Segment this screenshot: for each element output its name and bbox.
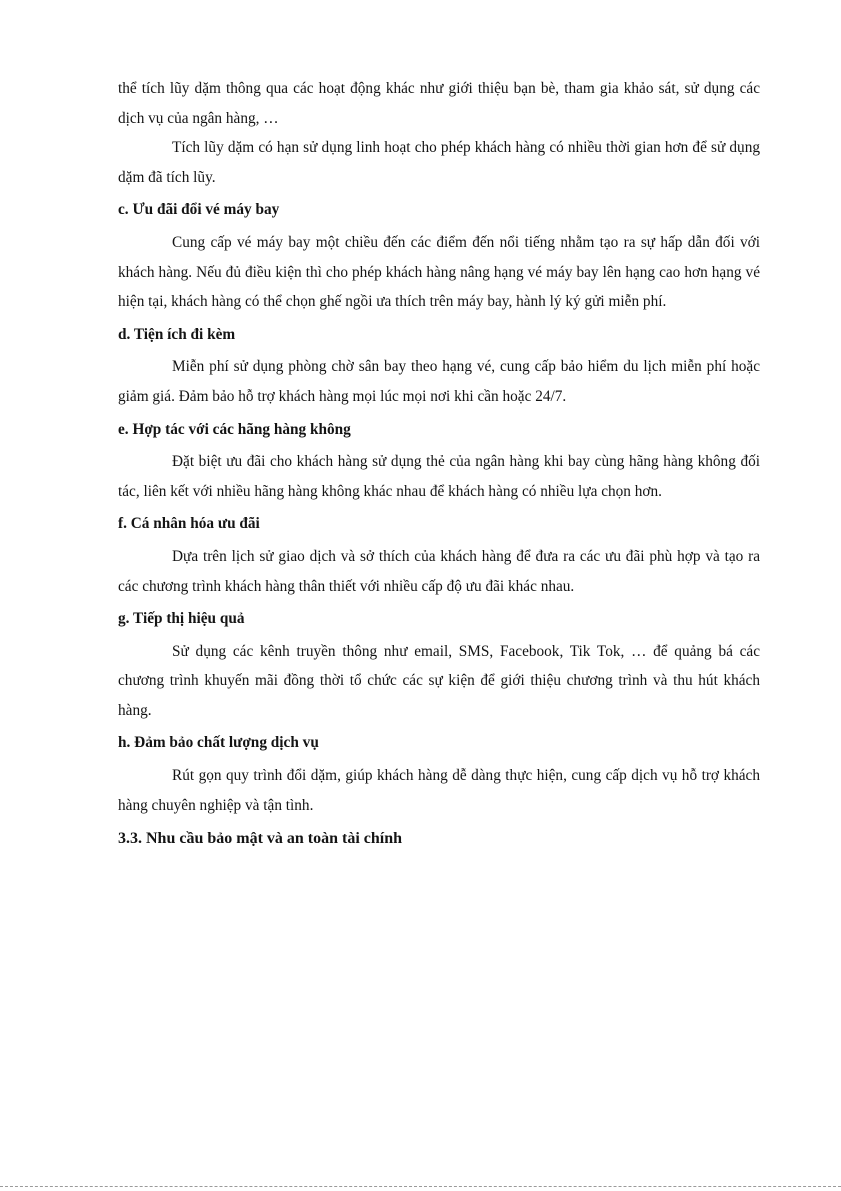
paragraph-airline-partnership: Đặt biệt ưu đãi cho khách hàng sử dụng thẻ của ngân hàng khi bay cùng hãng hàng không đối tác, liên kết với nhiều hãng hàng không khác nhau để khách hàng có nhiều lựa chọn hơn. — [118, 453, 760, 500]
document-page — [118, 74, 760, 857]
section-heading-security-needs: 3.3. Nhu cầu bảo mật và an toàn tài chính — [118, 830, 403, 848]
heading-effective-marketing: g. Tiếp thị hiệu quả — [118, 610, 245, 628]
paragraph-effective-marketing: Sử dụng các kênh truyền thông như email, SMS, Facebook, Tik Tok, … để quảng bá các chương trình khuyến mãi đồng thời tổ chức các sự kiện để giới thiệu chương trình và thu hút khách hàng. — [118, 642, 760, 719]
paragraph-service-quality: Rút gọn quy trình đổi dặm, giúp khách hàng dễ dàng thực hiện, cung cấp dịch vụ hỗ trợ khách hàng chuyên nghiệp và tận tình. — [118, 767, 760, 814]
paragraph-personalized-offers: Dựa trên lịch sử giao dịch và sở thích của khách hàng để đưa ra các ưu đãi phù hợp và tạo ra các chương trình khách hàng thân thiết với nhiều cấp độ ưu đãi khác nhau. — [118, 547, 760, 595]
paragraph-miles-other-activities: thể tích lũy dặm thông qua các hoạt động khác như giới thiệu bạn bè, tham gia khảo sát, sử dụng các dịch vụ của ngân hàng, … — [118, 80, 760, 127]
heading-flight-ticket-offers: c. Ưu đãi đổi vé máy bay — [118, 201, 280, 219]
heading-service-quality: h. Đảm bảo chất lượng dịch vụ — [118, 734, 319, 752]
heading-included-amenities: d. Tiện ích đi kèm — [118, 325, 236, 343]
paragraph-included-amenities: Miễn phí sử dụng phòng chờ sân bay theo hạng vé, cung cấp bảo hiểm du lịch miễn phí hoặc giảm giá. Đảm bảo hỗ trợ khách hàng mọi lúc mọi nơi khi cần hoặc 24/7. — [118, 358, 760, 405]
page-bottom-divider — [0, 1186, 841, 1187]
heading-airline-partnership: e. Hợp tác với các hãng hàng không — [118, 420, 351, 438]
paragraph-flight-ticket-offers: Cung cấp vé máy bay một chiều đến các điểm đến nổi tiếng nhằm tạo ra sự hấp dẫn đối với khách hàng. Nếu đủ điều kiện thì cho phép khách hàng nâng hạng vé máy bay lên hạng cao hơn hạng vé hiện tại, khách hàng có thể chọn ghế ngồi ưa thích trên máy bay, hành lý ký gửi miễn phí. — [118, 233, 760, 311]
heading-personalized-offers: f. Cá nhân hóa ưu đãi — [118, 515, 260, 533]
paragraph-miles-expiry: Tích lũy dặm có hạn sử dụng linh hoạt cho phép khách hàng có nhiều thời gian hơn để sử dụng dặm đã tích lũy. — [118, 139, 760, 186]
